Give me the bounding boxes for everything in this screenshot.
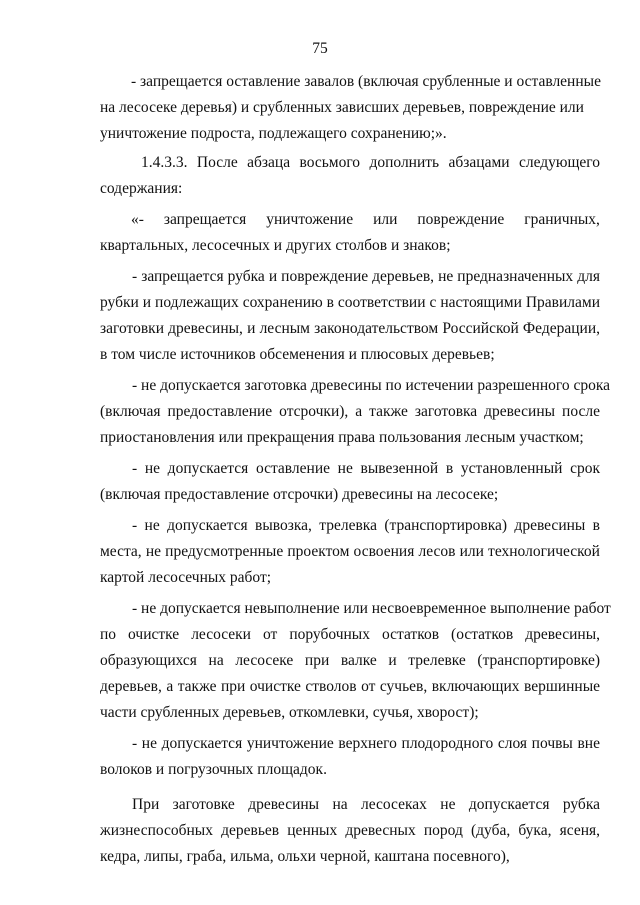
paragraph-valuable-species bbox=[100, 792, 600, 870]
text-line: содержания: bbox=[100, 180, 183, 197]
text-line: - не допускается невыполнение или несвоевременное выполнение работ bbox=[132, 600, 611, 617]
paragraph-topsoil bbox=[100, 731, 600, 783]
text-line: части срубленных деревьев, откомлевки, сучья, хворост); bbox=[100, 704, 479, 721]
text-line: 1.4.3.3. После абзаца восьмого дополнить абзацами следующего bbox=[141, 154, 601, 171]
paragraph-boundary-posts bbox=[100, 207, 600, 259]
text-line: (включая предоставление отсрочки), а также заготовка древесины после bbox=[100, 403, 600, 420]
text-line: жизнеспособных деревьев ценных древесных пород (дуба, бука, ясеня, bbox=[100, 822, 601, 839]
text-line: уничтожение подроста, подлежащего сохранению;». bbox=[100, 125, 447, 142]
text-line: на лесосеке деревья) и срубленных зависших деревьев, повреждение или bbox=[100, 99, 584, 116]
paragraph-amendment-1433 bbox=[100, 150, 600, 202]
text-line: образующихся на лесосеке при валке и трелевке (транспортировке) bbox=[100, 652, 600, 669]
text-line: деревьев, а также при очистке стволов от сучьев, включающих вершинные bbox=[100, 678, 600, 695]
text-line: - не допускается вывозка, трелевка (транспортировка) древесины в bbox=[132, 517, 601, 534]
justified-line: «- запрещается уничтожение или повреждение граничных, bbox=[131, 211, 600, 228]
text-line: кедра, липы, граба, ильма, ольхи черной, каштана посевного), bbox=[100, 848, 510, 865]
text-line: - не допускается оставление не вывезенной в установленный срок bbox=[132, 460, 600, 477]
paragraph-site-clearing bbox=[100, 596, 611, 726]
text-line: в том числе источников обсеменения и плюсовых деревьев; bbox=[100, 346, 495, 363]
text-line: - не допускается уничтожение верхнего плодородного слоя почвы вне bbox=[132, 735, 600, 752]
document-body bbox=[100, 69, 611, 870]
text-line: (включая предоставление отсрочки) древесины на лесосеке; bbox=[100, 486, 499, 503]
text-line: волоков и погрузочных площадок. bbox=[100, 761, 327, 778]
text-line: места, не предусмотренные проектом освоения лесов или технологической bbox=[100, 543, 600, 560]
text-line: картой лесосечных работ; bbox=[100, 569, 272, 586]
paragraph-skidding bbox=[100, 513, 600, 591]
text-line: заготовки древесины, и лесным законодательством Российской Федерации, bbox=[100, 320, 601, 337]
text-line: - запрещается оставление завалов (включая срубленные и оставленные bbox=[131, 73, 601, 90]
text-line: - не допускается заготовка древесины по истечении разрешенного срока bbox=[132, 377, 611, 394]
text-line: - запрещается рубка и повреждение деревьев, не предназначенных для bbox=[132, 268, 600, 285]
text-line: приостановления или прекращения права пользования лесным участком; bbox=[100, 429, 584, 446]
text-line: квартальных, лесосечных и других столбов и знаков; bbox=[100, 237, 451, 254]
paragraph-expired-term bbox=[100, 373, 611, 451]
text-line: по очистке лесосеки от порубочных остатков (остатков древесины, bbox=[100, 626, 601, 643]
paragraph-protected-trees bbox=[100, 264, 600, 368]
paragraph-unremoved-timber bbox=[100, 456, 600, 508]
text-line: рубки и подлежащих сохранению в соответствии с настоящими Правилами bbox=[100, 294, 601, 311]
page-number: 75 bbox=[312, 40, 328, 57]
paragraph-felling-debris bbox=[100, 69, 600, 147]
text-line: При заготовке древесины на лесосеках не допускается рубка bbox=[132, 796, 600, 813]
